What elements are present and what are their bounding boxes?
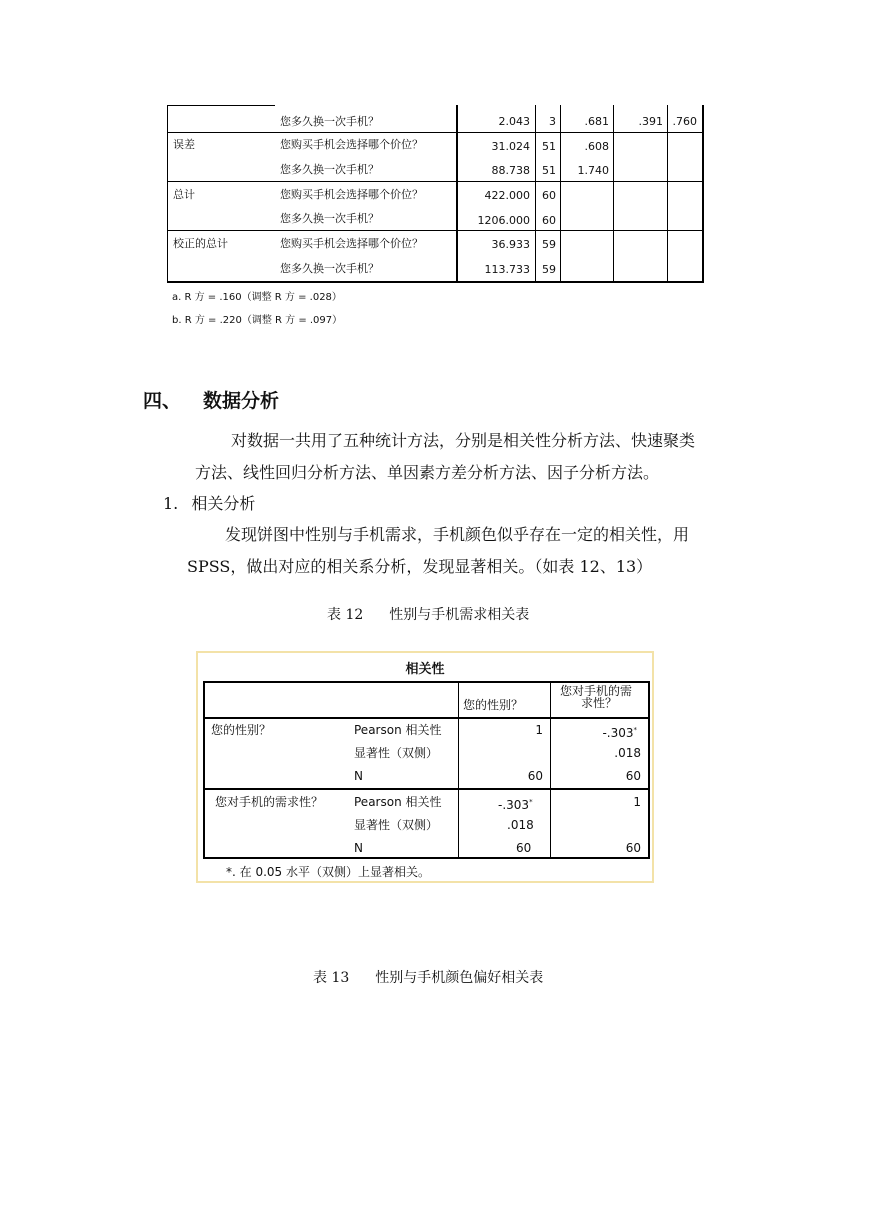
anova-ss: 88.738: [491, 164, 530, 177]
body-line-1: 发现饼图中性别与手机需求，手机颜色似乎存在一定的相关性，用: [225, 525, 690, 544]
anova-note-a: a. R 方 = .160（调整 R 方 = .028）: [172, 292, 342, 303]
col-header-demand-2: 求性？: [581, 696, 618, 710]
stat-sig: 显著性（双侧）: [354, 746, 439, 760]
cell-value: 1: [633, 795, 641, 809]
anova-sig: .760: [672, 115, 697, 128]
anova-df: 60: [542, 189, 556, 202]
anova-variable: 您多久换一次手机？: [280, 163, 379, 176]
correlation-grid: [203, 681, 650, 859]
anova-variable: 您购买手机会选择哪个价位？: [280, 188, 423, 201]
anova-variable: 您多久换一次手机？: [280, 262, 379, 275]
anova-ms: 1.740: [577, 164, 609, 177]
cell-value: .018: [614, 746, 641, 760]
anova-ss: 2.043: [498, 115, 530, 128]
anova-variable: 您购买手机会选择哪个价位？: [280, 237, 423, 250]
caption-label: 表 13: [313, 970, 350, 986]
anova-variable: 您购买手机会选择哪个价位？: [280, 138, 423, 151]
anova-ss: 113.733: [484, 263, 530, 276]
section-title: 数据分析: [203, 390, 280, 412]
cell-value: 1: [535, 723, 543, 737]
stat-sig: 显著性（双侧）: [354, 818, 439, 832]
caption-text: 性别与手机需求相关表: [389, 607, 530, 623]
anova-variable: 您多久换一次手机？: [280, 212, 379, 225]
cell-value: 60: [625, 769, 641, 783]
anova-ss: 1206.000: [477, 214, 530, 227]
anova-df: 59: [542, 238, 556, 251]
row-header-demand: 您对手机的需求性？: [215, 795, 324, 809]
cell-value: 60: [516, 841, 532, 855]
cell-value: .018: [507, 818, 534, 832]
anova-df: 51: [542, 140, 556, 153]
anova-df: 51: [542, 164, 556, 177]
anova-variable: 您多久换一次手机？: [280, 115, 379, 128]
caption-label: 表 12: [327, 607, 364, 623]
row-header-gender: 您的性别？: [211, 723, 272, 737]
stat-pearson: Pearson 相关性: [354, 723, 442, 737]
stat-pearson: Pearson 相关性: [354, 795, 442, 809]
section-number: 四、: [143, 390, 182, 412]
table-12-caption: [327, 604, 529, 624]
anova-ms: .608: [584, 140, 609, 153]
correlation-footnote: *. 在 0.05 水平（双侧）上显著相关。: [226, 865, 430, 879]
anova-source: 校正的总计: [173, 237, 228, 250]
intro-line-1: 对数据一共用了五种统计方法，分别是相关性分析方法、快速聚类: [231, 431, 696, 450]
table-13-caption: [313, 967, 543, 987]
anova-ms: .681: [584, 115, 609, 128]
correlation-table-title: 相关性: [405, 662, 445, 677]
anova-df: 60: [542, 214, 556, 227]
body-line-2: SPSS，做出对应的相关系分析，发现显著相关。（如表 12、13）: [187, 557, 653, 576]
anova-ss: 422.000: [484, 189, 530, 202]
col-header-demand-1: 您对手机的需: [560, 684, 633, 698]
anova-df: 3: [549, 115, 556, 128]
cell-value: -.303*: [498, 798, 533, 812]
anova-f: .391: [638, 115, 663, 128]
anova-table: [167, 105, 704, 283]
intro-line-2: 方法、线性回归分析方法、单因素方差分析方法、因子分析方法。: [195, 463, 660, 482]
caption-text: 性别与手机颜色偏好相关表: [375, 970, 544, 986]
list-item-heading: [163, 493, 255, 515]
cell-value: 60: [527, 769, 543, 783]
anova-ss: 36.933: [491, 238, 530, 251]
section-heading: [143, 386, 279, 413]
cell-value: -.303*: [602, 726, 637, 740]
stat-n: N: [354, 769, 363, 783]
list-item-number: 1.: [163, 494, 179, 513]
cell-value: 60: [625, 841, 641, 855]
anova-note-b: b. R 方 = .220（调整 R 方 = .097）: [172, 315, 343, 326]
list-item-title: 相关分析: [191, 494, 256, 513]
col-header-gender: 您的性别？: [463, 698, 524, 712]
anova-source: 总计: [173, 188, 195, 201]
anova-ss: 31.024: [491, 140, 530, 153]
anova-df: 59: [542, 263, 556, 276]
correlation-table-image: [196, 651, 654, 883]
stat-n: N: [354, 841, 363, 855]
anova-source: 误差: [173, 138, 195, 151]
